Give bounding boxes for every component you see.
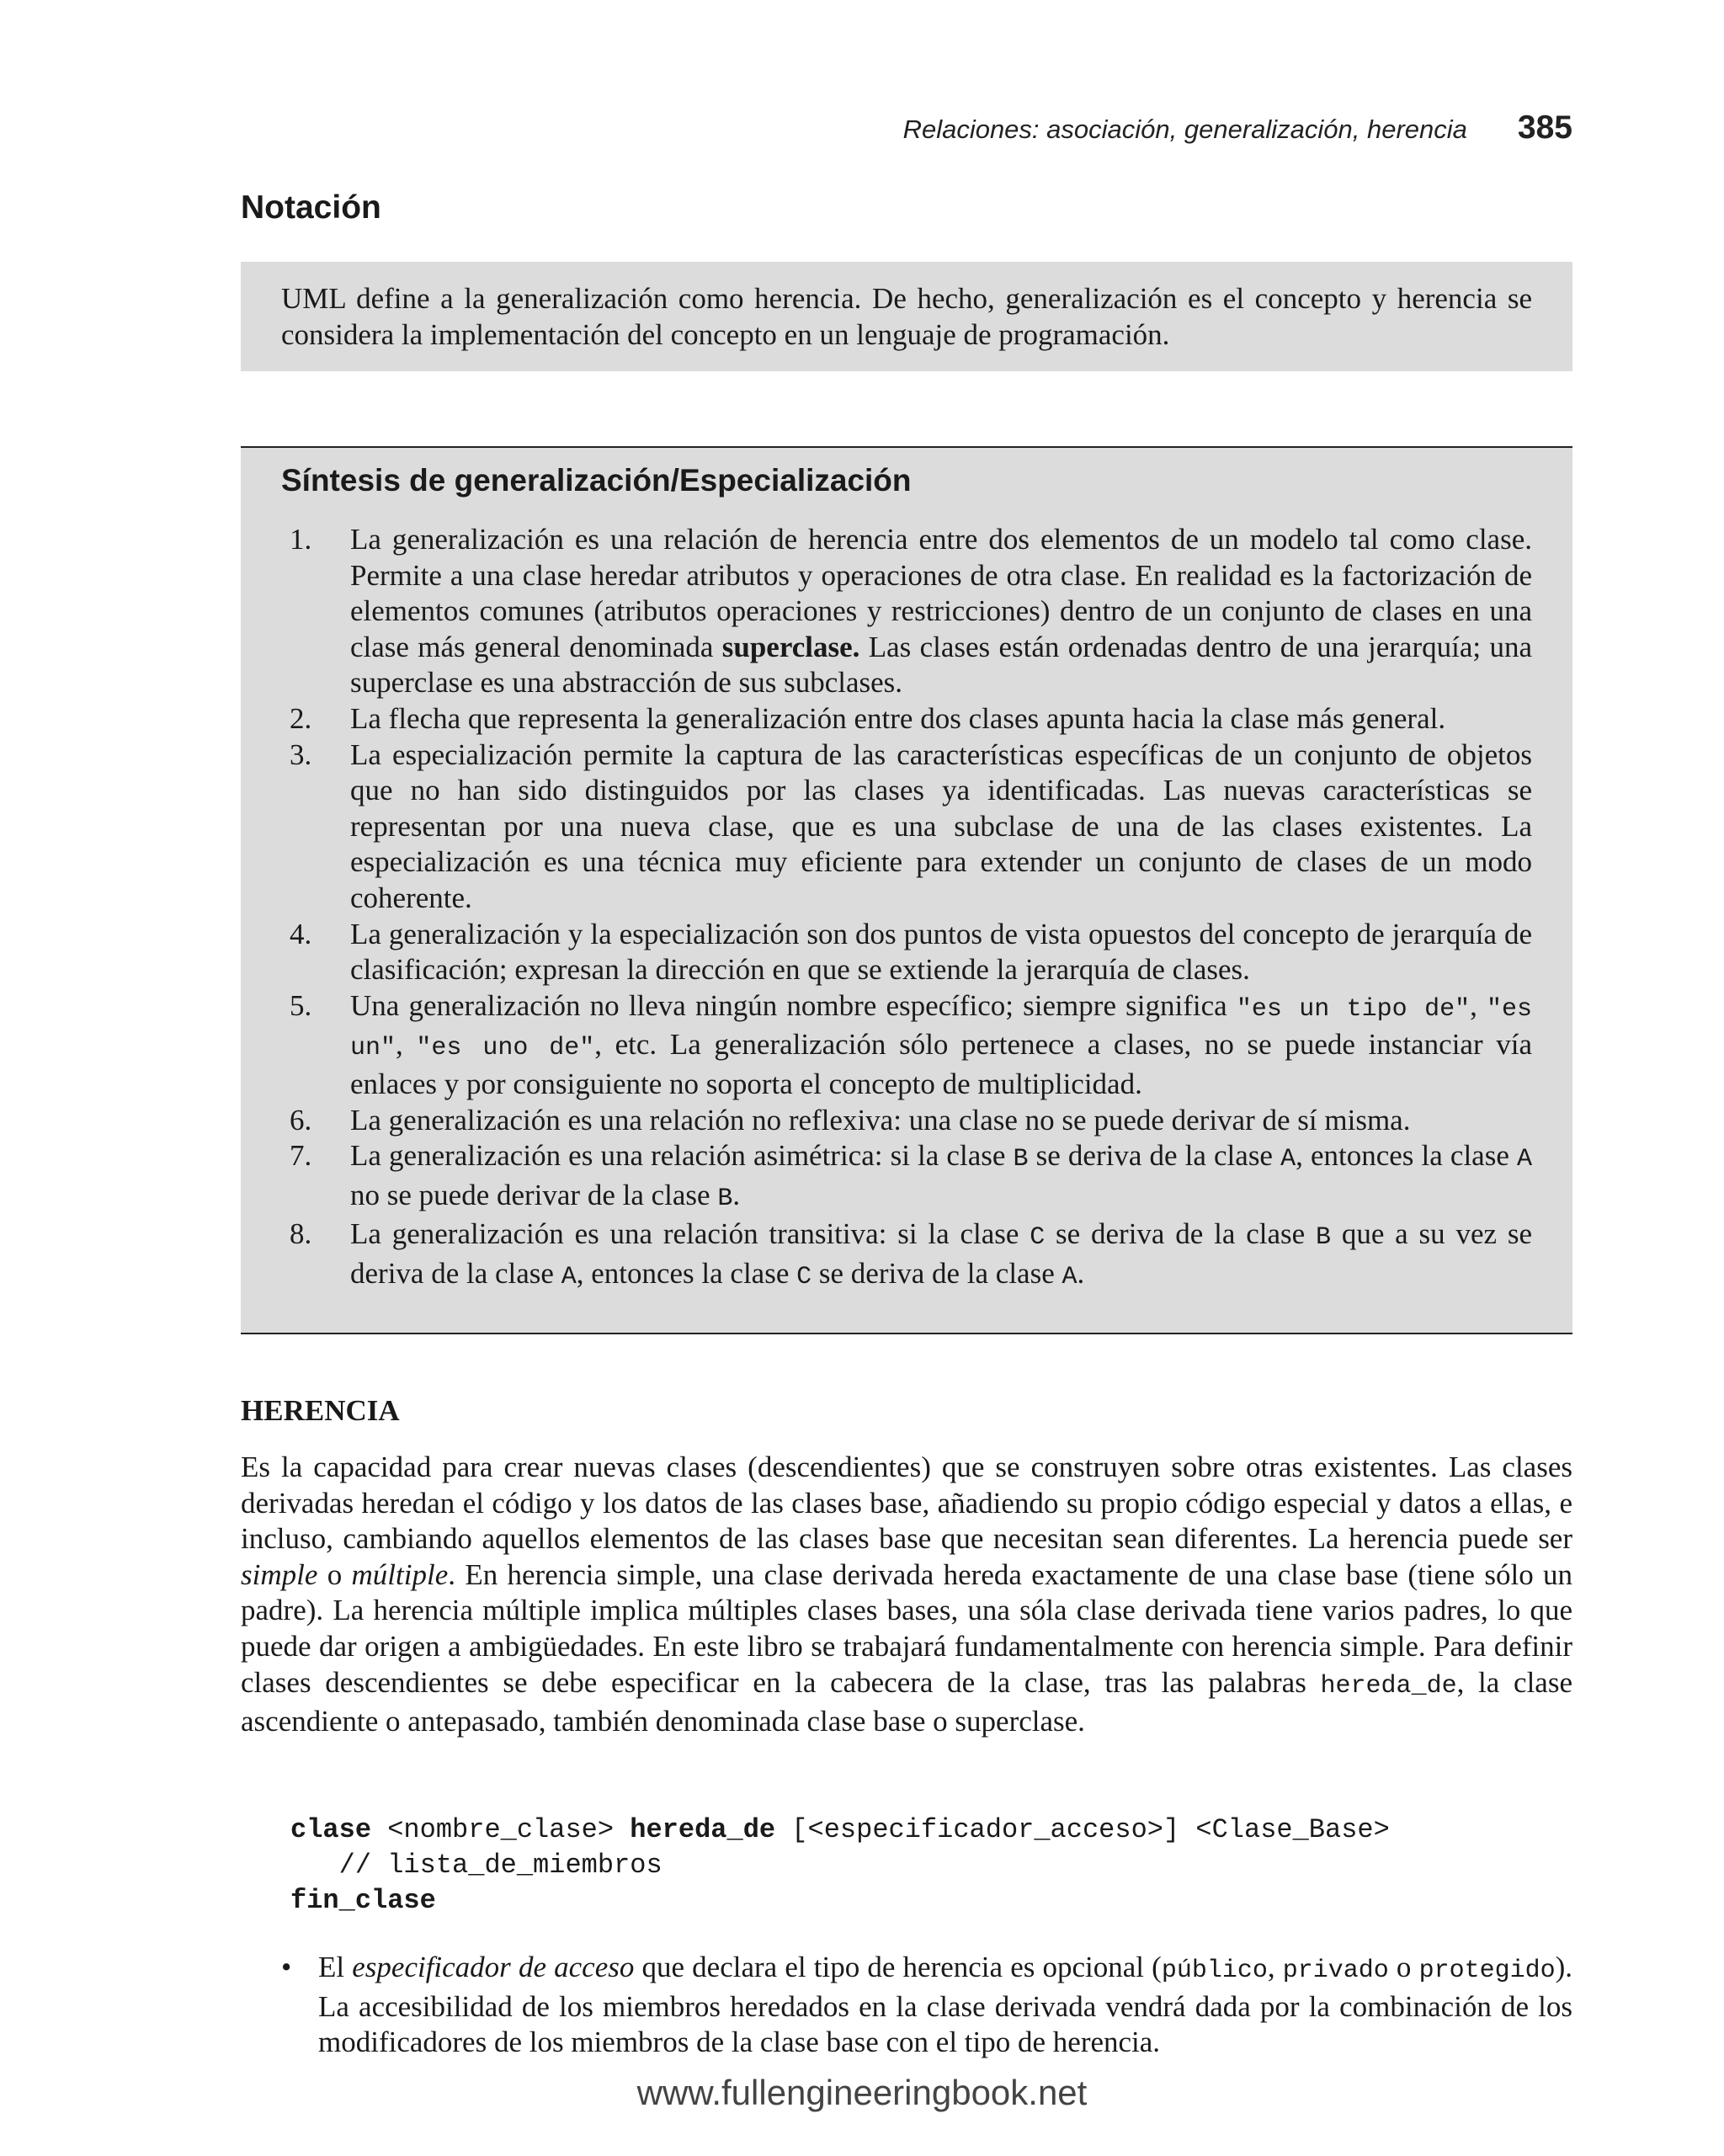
code-keyword: clase: [290, 1814, 372, 1845]
list-item-text: La generalización es una relación asimétrica: si la clase: [350, 1139, 1014, 1173]
list-item-number: 1.: [290, 523, 312, 556]
inline-code: A: [1062, 1262, 1078, 1291]
inline-code: A: [561, 1262, 577, 1291]
code-keyword: fin_clase: [290, 1885, 436, 1916]
inline-code: protegido: [1418, 1956, 1556, 1985]
running-head: [842, 109, 1572, 146]
inline-code: B: [1013, 1145, 1029, 1174]
notacion-note-box: [241, 262, 1572, 371]
inline-code: "es uno de": [416, 1034, 595, 1063]
paragraph-text: , la clase ascendiente o antepasado, también denominada clase base o superclase.: [241, 1665, 1572, 1738]
list-item-text: La especialización permite la captura de las características específicas de un conjunto de objetos que no han sido distinguidos por las clases ya identificadas. Las nuevas características se representan por una nueva clase, que es una subclase de una de las clases existentes. La especialización es una técnica muy eficiente para extender un conjunto de clases de un modo coherente.: [350, 737, 1532, 914]
inline-code: B: [1315, 1223, 1331, 1253]
running-title: Relaciones: asociación, generalización, herencia: [902, 114, 1467, 144]
emphasis-text: múltiple: [351, 1557, 449, 1591]
paragraph-text: El: [318, 1951, 353, 1983]
inline-code: privado: [1282, 1956, 1389, 1985]
sintesis-list: [281, 522, 1532, 1295]
list-item-text: Las clases están ordenadas dentro de una jerarquía; una superclase es una abstracción de sus subclases.: [350, 630, 1532, 700]
inline-code: C: [1030, 1223, 1046, 1253]
list-item-text: que a su vez se deriva de la clase: [350, 1217, 1532, 1290]
code-line: [290, 1813, 1553, 1848]
code-line: [290, 1883, 1553, 1919]
page-number: 385: [1517, 109, 1572, 146]
sintesis-heading: Síntesis de generalización/Especialización: [281, 463, 912, 498]
list-item-text: .: [1077, 1256, 1085, 1290]
list-item-bold: superclase.: [721, 630, 860, 663]
list-item-text: , entonces la clase: [1296, 1139, 1517, 1173]
paragraph-text: o: [1388, 1951, 1419, 1983]
inline-code: A: [1517, 1145, 1533, 1174]
code-text: [<especificador_acceso>] <Clase_Base>: [775, 1814, 1390, 1845]
herencia-heading: HERENCIA: [241, 1394, 400, 1427]
herencia-paragraph: [241, 1450, 1572, 1740]
list-item-text: ,: [396, 1028, 417, 1062]
list-item-text: , etc. La generalización sólo pertenece a clases, no se puede instanciar vía enlaces y por consiguiente no soporta el concepto de multiplicidad.: [350, 1028, 1533, 1100]
footer-url: www.fullengineeringbook.net: [636, 2073, 1088, 2112]
bullet-icon: •: [281, 1951, 292, 1983]
list-item-text: se deriva de la clase: [1045, 1217, 1316, 1251]
list-item-text: ,: [1470, 988, 1487, 1022]
emphasis-text: simple: [241, 1557, 318, 1591]
list-item-number: 6.: [290, 1103, 312, 1137]
list-item-text: La generalización es una relación transitiva: si la clase: [350, 1217, 1030, 1251]
inline-code: B: [717, 1184, 733, 1213]
bullet-item: [241, 1950, 1572, 2061]
list-item-text: se deriva de la clase: [811, 1256, 1062, 1290]
list-item: [281, 988, 1532, 1103]
list-item-text: , entonces la clase: [576, 1256, 797, 1290]
paragraph-text: o: [317, 1557, 352, 1591]
inline-code: "es un tipo de": [1236, 994, 1471, 1024]
inline-code: público: [1161, 1956, 1268, 1985]
notacion-note-text: UML define a la generalización como herencia. De hecho, generalización es el concepto y herencia se considera la implementación del concepto en un lenguaje de programación.: [281, 282, 1532, 351]
list-item-text: La generalización es una relación de herencia entre dos elementos de un modelo tal como clase. Permite a una clase heredar atributos y operaciones de otra clase. En realidad es la factorización de elementos comunes (atributos operaciones y restricciones) dentro de un conjunto de clases en una clase más general denominada: [350, 523, 1532, 663]
sintesis-box: [241, 446, 1572, 1334]
inline-code: "es un": [350, 994, 1532, 1063]
list-item-number: 3.: [290, 737, 312, 771]
list-item-number: 5.: [290, 988, 312, 1022]
inline-code: C: [796, 1262, 812, 1291]
paragraph-text: ,: [1267, 1951, 1283, 1983]
list-item-number: 4.: [290, 917, 312, 950]
list-item: [281, 522, 1532, 701]
emphasis-text: especificador de acceso: [352, 1951, 635, 1983]
code-text: <nombre_clase>: [371, 1814, 631, 1845]
inline-code: hereda_de: [1320, 1671, 1457, 1701]
paragraph-text: ). La accesibilidad de los miembros heredados en la clase derivada vendrá dada por la combinación de los modificadores de los miembros de la clase base con el tipo de herencia.: [318, 1951, 1573, 2059]
list-item-number: 7.: [290, 1139, 312, 1173]
code-line: [290, 1848, 1553, 1883]
list-item-text: no se puede derivar de la clase: [350, 1178, 718, 1211]
list-item: [281, 1216, 1532, 1295]
list-item: [281, 701, 1532, 737]
notacion-heading: Notación: [241, 189, 381, 226]
list-item-text: Una generalización no lleva ningún nombre específico; siempre significa: [350, 988, 1237, 1022]
list-item-number: 2.: [290, 701, 312, 735]
paragraph-text: Es la capacidad para crear nuevas clases (descendientes) que se construyen sobre otras existentes. Las clases derivadas heredan el código y los datos de las clases base, añadiendo su propio código especial y datos a ellas, e incluso, cambiando aquellos elementos de las clases base que necesitan sean diferentes. La herencia puede ser: [241, 1451, 1572, 1556]
list-item-text: La flecha que representa la generalización entre dos clases apunta hacia la clase más general.: [350, 701, 1446, 735]
paragraph-text: . En herencia simple, una clase derivada hereda exactamente de una clase base (tiene sólo un padre). La herencia múltiple implica múltiples clases bases, una sóla clase derivada tiene varios padres, lo que puede dar origen a ambigüedades. En este libro se trabajará fundamentalmente con herencia simple. Para definir clases descendientes se debe especificar en la cabecera de la clase, tras las palabras: [241, 1557, 1573, 1699]
code-comment: // lista_de_miembros: [290, 1850, 662, 1881]
list-item: [281, 1138, 1532, 1216]
list-item: [281, 737, 1532, 917]
inline-code: A: [1280, 1145, 1296, 1174]
list-item: [281, 917, 1532, 988]
list-item-text: .: [732, 1178, 741, 1211]
paragraph-text: que declara el tipo de herencia es opcional (: [634, 1951, 1162, 1983]
list-item-text: se deriva de la clase: [1028, 1139, 1281, 1173]
list-item-text: La generalización y la especialización son dos puntos de vista opuestos del concepto de jerarquía de clasificación; expresan la dirección en que se extiende la jerarquía de clases.: [350, 917, 1532, 987]
code-keyword: hereda_de: [630, 1814, 776, 1845]
list-item-number: 8.: [290, 1217, 312, 1251]
list-item-text: La generalización es una relación no reflexiva: una clase no se puede derivar de sí misma.: [350, 1103, 1411, 1137]
code-block: [290, 1813, 1553, 1919]
list-item: [281, 1103, 1532, 1139]
